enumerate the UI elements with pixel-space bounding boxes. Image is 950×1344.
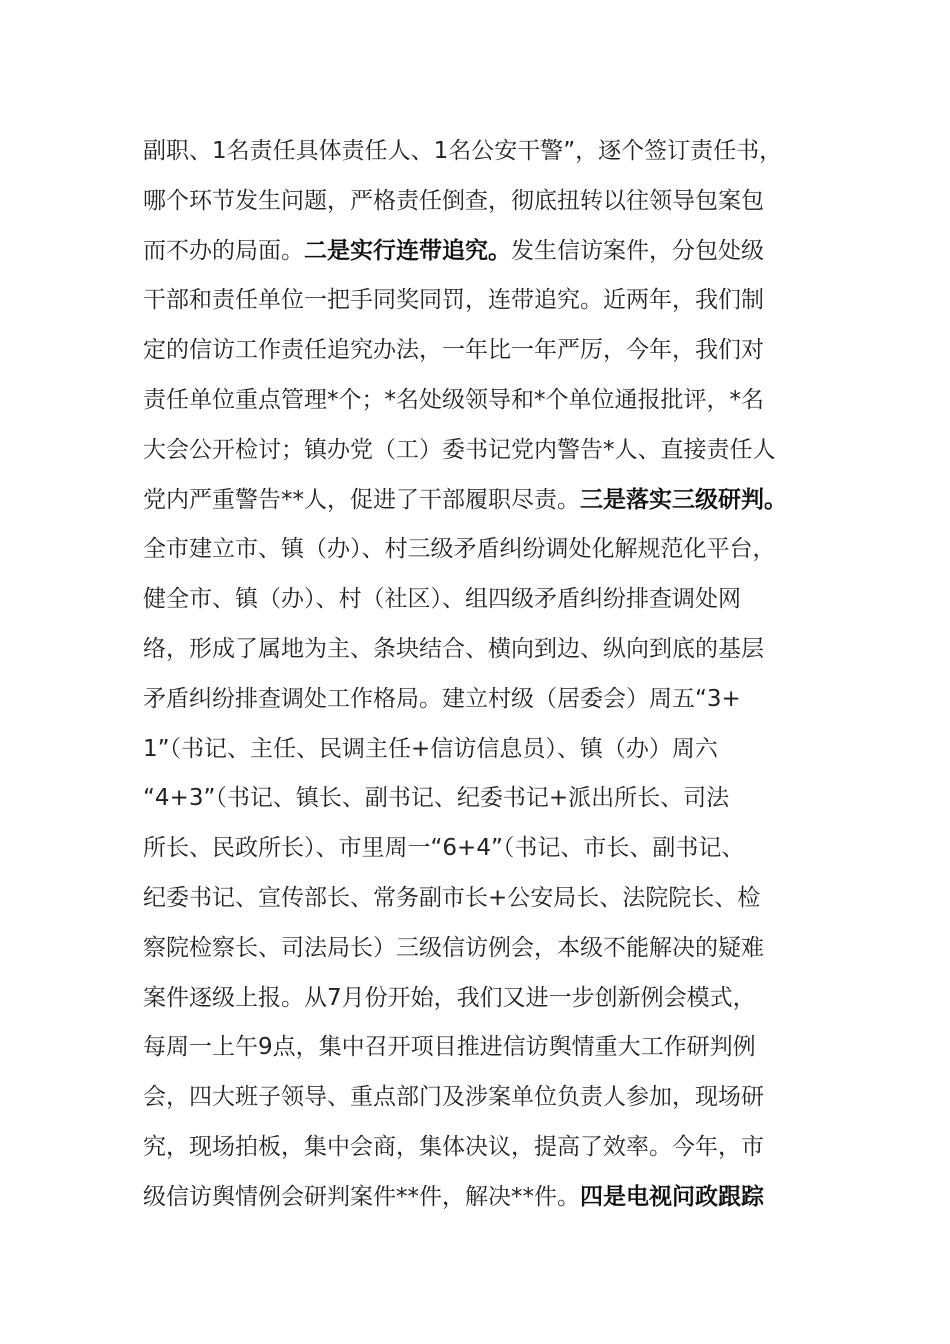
text-run: 每周一上午9点，集中召开项目推进信访舆情重大工作研判例 [143, 1034, 756, 1061]
text-line [143, 326, 823, 376]
text-line [143, 924, 823, 974]
text-line [143, 725, 823, 775]
text-line [143, 1123, 823, 1173]
bold-heading-run: 二是实行连带追究。 [304, 237, 511, 264]
text-run: 而不办的局面。 [143, 237, 304, 264]
text-run: 副职、1名责任具体责任人、1名公安干警”，逐个签订责任书， [143, 138, 783, 164]
text-line [143, 177, 823, 227]
text-line [143, 376, 823, 426]
text-line [143, 426, 823, 476]
text-line [143, 824, 823, 874]
text-run: 党内严重警告**人，促进了干部履职尽责。 [143, 486, 580, 513]
bold-heading-run: 四是电视问政跟踪 [580, 1183, 764, 1210]
text-run: 全市建立市、镇（办）、村三级矛盾纠纷调处化解规范化平台， [143, 536, 776, 563]
text-line [143, 874, 823, 924]
text-line [143, 476, 823, 526]
text-run: 察院检察长、司法局长）三级信访例会，本级不能解决的疑难 [143, 934, 764, 961]
text-run: 1”（书记、主任、民调主任+信访信息员）、镇（办）周六 [143, 735, 718, 762]
text-run: 干部和责任单位一把手同奖同罚，连带追究。近两年，我们制 [143, 287, 764, 314]
text-line [143, 525, 823, 575]
text-run: 案件逐级上报。从7月份开始，我们又进一步创新例会模式， [143, 984, 756, 1011]
text-line [143, 625, 823, 675]
text-line [143, 774, 823, 824]
text-line [143, 974, 823, 1024]
text-run: 级信访舆情例会研判案件**件，解决**件。 [143, 1183, 580, 1210]
text-line [143, 575, 823, 625]
text-run: 矛盾纠纷排查调处工作格局。建立村级（居委会）周五“3+ [143, 685, 741, 712]
text-line [143, 1023, 823, 1073]
text-run: 健全市、镇（办）、村（社区）、组四级矛盾纠纷排查调处网 [143, 586, 741, 613]
text-line [143, 227, 823, 277]
text-run: 所长、民政所长）、市里周一“6+4”（书记、市长、副书记、 [143, 835, 745, 862]
text-run: 究，现场拍板，集中会商，集体决议，提高了效率。今年，市 [143, 1133, 764, 1160]
text-run: 大会公开检讨；镇办党（工）委书记党内警告*人、直接责任人 [143, 436, 776, 463]
text-run: 责任单位重点管理*个；*名处级领导和*个单位通报批评，*名 [143, 386, 764, 413]
text-run: “4+3”（书记、镇长、副书记、纪委书记+派出所长、司法 [143, 785, 730, 812]
text-run: 络，形成了属地为主、条块结合、横向到边、纵向到底的基层 [143, 635, 764, 662]
text-run: 哪个环节发生问题，严格责任倒查，彻底扭转以往领导包案包 [143, 187, 764, 214]
text-run: 发生信访案件，分包处级 [511, 237, 764, 264]
text-run: 纪委书记、宣传部长、常务副市长+公安局长、法院院长、检 [143, 884, 761, 911]
text-line [143, 127, 823, 177]
text-run: 定的信访工作责任追究办法，一年比一年严厉，今年，我们对 [143, 337, 764, 364]
bold-heading-run: 三是落实三级研判。 [580, 486, 787, 513]
text-line [143, 276, 823, 326]
text-line [143, 675, 823, 725]
body-paragraph [143, 127, 823, 1223]
text-run: 会，四大班子领导、重点部门及涉案单位负责人参加，现场研 [143, 1084, 764, 1111]
text-line [143, 1173, 823, 1223]
text-line [143, 1073, 823, 1123]
